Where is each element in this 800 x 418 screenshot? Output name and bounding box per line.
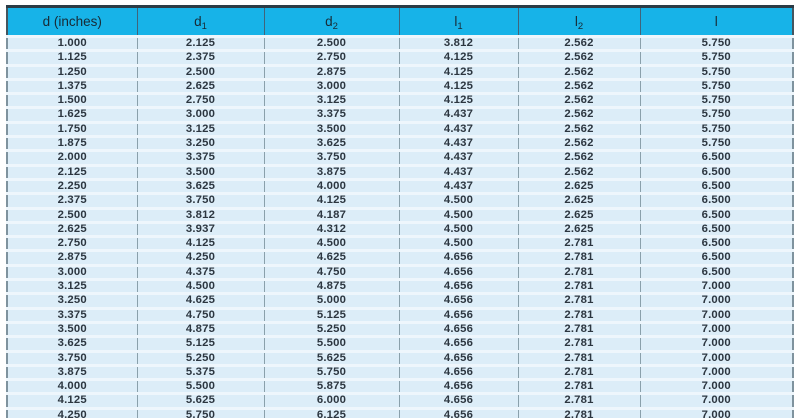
table-cell: 4.625: [137, 294, 264, 308]
table-cell: 6.000: [264, 394, 399, 408]
table-cell: 2.562: [518, 151, 640, 165]
column-header-subscript: 1: [457, 21, 463, 32]
table-cell: 2.375: [7, 194, 137, 208]
table-cell: 2.750: [7, 237, 137, 251]
table-row: [7, 51, 793, 65]
table-cell: 4.437: [399, 179, 518, 193]
table-cell: 4.125: [399, 79, 518, 93]
table-cell: 5.750: [640, 37, 793, 51]
table-cell: 6.500: [640, 165, 793, 179]
table-cell: 3.125: [264, 94, 399, 108]
table-cell: 5.625: [264, 351, 399, 365]
table-cell: 7.000: [640, 337, 793, 351]
table-row: [7, 222, 793, 236]
table-cell: 3.000: [137, 108, 264, 122]
table-cell: 7.000: [640, 280, 793, 294]
table-cell: 6.500: [640, 237, 793, 251]
table-cell: 6.500: [640, 194, 793, 208]
table-row: [7, 165, 793, 179]
column-header-subscript: 2: [577, 21, 584, 32]
header-row: [7, 7, 793, 37]
table-cell: 4.625: [264, 251, 399, 265]
table-cell: 4.000: [264, 179, 399, 193]
table-cell: 2.625: [7, 222, 137, 236]
table-cell: 2.781: [518, 294, 640, 308]
table-row: [7, 208, 793, 222]
table-cell: 5.875: [264, 380, 399, 394]
table-cell: 4.125: [264, 194, 399, 208]
table-cell: 4.750: [137, 308, 264, 322]
table-cell: 5.750: [640, 79, 793, 93]
table-cell: 4.125: [7, 394, 137, 408]
table-cell: 2.125: [137, 37, 264, 51]
table-cell: 3.375: [7, 308, 137, 322]
table-cell: 4.875: [137, 322, 264, 336]
table-cell: 5.750: [640, 137, 793, 151]
table-cell: 1.125: [7, 51, 137, 65]
table-cell: 4.656: [399, 294, 518, 308]
table-cell: 4.500: [399, 208, 518, 222]
table-row: [7, 394, 793, 408]
table-cell: 7.000: [640, 322, 793, 336]
column-header-d2: [264, 7, 399, 37]
table-cell: 4.656: [399, 337, 518, 351]
table-cell: 5.750: [640, 122, 793, 136]
table-cell: 2.562: [518, 79, 640, 93]
table-cell: 2.125: [7, 165, 137, 179]
table-cell: 7.000: [640, 380, 793, 394]
table-cell: 4.125: [399, 51, 518, 65]
table-cell: 6.500: [640, 179, 793, 193]
table-cell: 4.656: [399, 380, 518, 394]
table-cell: 7.000: [640, 351, 793, 365]
table-cell: 4.250: [137, 251, 264, 265]
column-header-label: l: [574, 14, 578, 29]
table-cell: 2.562: [518, 65, 640, 79]
table-cell: 2.250: [7, 179, 137, 193]
table-cell: 2.781: [518, 280, 640, 294]
table-cell: 2.781: [518, 237, 640, 251]
table-cell: 3.250: [137, 137, 264, 151]
table-cell: 1.875: [7, 137, 137, 151]
table-cell: 4.125: [399, 65, 518, 79]
table-cell: 3.812: [399, 37, 518, 51]
table-cell: 2.750: [264, 51, 399, 65]
table-cell: 4.500: [399, 237, 518, 251]
table-cell: 2.562: [518, 122, 640, 136]
table-row: [7, 337, 793, 351]
table-cell: 2.781: [518, 337, 640, 351]
table-cell: 4.656: [399, 351, 518, 365]
table-cell: 3.750: [137, 194, 264, 208]
table-cell: 1.250: [7, 65, 137, 79]
table-cell: 5.375: [137, 365, 264, 379]
table-cell: 4.437: [399, 165, 518, 179]
table-cell: 3.125: [7, 280, 137, 294]
table-cell: 2.625: [518, 222, 640, 236]
table-cell: 3.625: [137, 179, 264, 193]
table-body: [7, 37, 793, 418]
table-cell: 3.500: [264, 122, 399, 136]
table-cell: 4.312: [264, 222, 399, 236]
table-cell: 3.500: [7, 322, 137, 336]
table-cell: 1.375: [7, 79, 137, 93]
table-cell: 5.750: [640, 65, 793, 79]
table-cell: 5.750: [137, 408, 264, 418]
table-cell: 3.750: [7, 351, 137, 365]
table-row: [7, 108, 793, 122]
table-cell: 2.500: [137, 65, 264, 79]
table-cell: 4.656: [399, 365, 518, 379]
table-cell: 2.375: [137, 51, 264, 65]
table-cell: 3.375: [137, 151, 264, 165]
table-cell: 1.000: [7, 37, 137, 51]
table-cell: 2.500: [264, 37, 399, 51]
table-cell: 4.875: [264, 280, 399, 294]
table-cell: 7.000: [640, 365, 793, 379]
table-cell: 6.500: [640, 208, 793, 222]
table-row: [7, 351, 793, 365]
table-cell: 2.781: [518, 380, 640, 394]
table-cell: 4.750: [264, 265, 399, 279]
table-cell: 3.500: [137, 165, 264, 179]
table-cell: 6.125: [264, 408, 399, 418]
table-cell: 3.937: [137, 222, 264, 236]
table-cell: 4.656: [399, 394, 518, 408]
table-cell: 3.875: [264, 165, 399, 179]
table-cell: 4.187: [264, 208, 399, 222]
table-cell: 5.750: [264, 365, 399, 379]
table-cell: 6.500: [640, 151, 793, 165]
table-cell: 5.125: [137, 337, 264, 351]
table-cell: 4.437: [399, 122, 518, 136]
table-row: [7, 94, 793, 108]
table-cell: 4.375: [137, 265, 264, 279]
table-cell: 5.000: [264, 294, 399, 308]
column-header-d-inches: [7, 7, 137, 37]
table-cell: 2.781: [518, 265, 640, 279]
table-cell: 2.875: [7, 251, 137, 265]
table-cell: 3.875: [7, 365, 137, 379]
table-cell: 3.000: [7, 265, 137, 279]
table-row: [7, 251, 793, 265]
table-cell: 4.656: [399, 408, 518, 418]
table-cell: 2.562: [518, 108, 640, 122]
table-cell: 5.750: [640, 94, 793, 108]
table-row: [7, 365, 793, 379]
table-cell: 5.750: [640, 51, 793, 65]
table-cell: 4.656: [399, 308, 518, 322]
table-row: [7, 294, 793, 308]
table-row: [7, 408, 793, 418]
dimension-spec-table: [6, 5, 794, 418]
table-cell: 2.781: [518, 251, 640, 265]
table-cell: 4.656: [399, 251, 518, 265]
table-cell: 1.625: [7, 108, 137, 122]
table-cell: 7.000: [640, 394, 793, 408]
table-cell: 2.562: [518, 37, 640, 51]
table-cell: 2.875: [264, 65, 399, 79]
table-cell: 2.562: [518, 137, 640, 151]
column-header-label: d: [325, 14, 333, 29]
table-cell: 4.500: [399, 194, 518, 208]
table-cell: 2.781: [518, 408, 640, 418]
table-cell: 2.625: [518, 194, 640, 208]
table-cell: 1.500: [7, 94, 137, 108]
table-cell: 3.812: [137, 208, 264, 222]
column-header-label: l: [454, 14, 458, 29]
table-row: [7, 37, 793, 51]
table-cell: 3.250: [7, 294, 137, 308]
column-header-d1: [137, 7, 264, 37]
column-header-subscript: 1: [201, 21, 207, 32]
table-cell: 3.625: [264, 137, 399, 151]
table-cell: 5.500: [264, 337, 399, 351]
table-row: [7, 122, 793, 136]
table-row: [7, 308, 793, 322]
table-row: [7, 380, 793, 394]
table-cell: 2.781: [518, 308, 640, 322]
table-cell: 4.656: [399, 280, 518, 294]
table-cell: 4.250: [7, 408, 137, 418]
table-cell: 6.500: [640, 222, 793, 236]
table-cell: 2.500: [7, 208, 137, 222]
table-cell: 7.000: [640, 294, 793, 308]
table-cell: 4.437: [399, 108, 518, 122]
table-cell: 3.125: [137, 122, 264, 136]
table-row: [7, 179, 793, 193]
column-header-label: l: [714, 14, 718, 29]
table-cell: 2.781: [518, 322, 640, 336]
table-cell: 4.500: [264, 237, 399, 251]
table-cell: 2.750: [137, 94, 264, 108]
table-cell: 3.750: [264, 151, 399, 165]
table-cell: 2.562: [518, 51, 640, 65]
table-cell: 4.125: [137, 237, 264, 251]
table-cell: 2.781: [518, 394, 640, 408]
table-row: [7, 322, 793, 336]
table-cell: 5.625: [137, 394, 264, 408]
column-header-label: d: [194, 14, 202, 29]
table-row: [7, 194, 793, 208]
table-cell: 4.656: [399, 265, 518, 279]
table-row: [7, 79, 793, 93]
table-row: [7, 265, 793, 279]
table-cell: 5.125: [264, 308, 399, 322]
table-cell: 4.437: [399, 137, 518, 151]
table-cell: 2.625: [137, 79, 264, 93]
table-row: [7, 65, 793, 79]
table-row: [7, 237, 793, 251]
table-cell: 3.000: [264, 79, 399, 93]
table-cell: 2.562: [518, 94, 640, 108]
table-cell: 2.000: [7, 151, 137, 165]
table-cell: 4.500: [399, 222, 518, 236]
table-cell: 3.625: [7, 337, 137, 351]
table-cell: 4.125: [399, 94, 518, 108]
table-header: [7, 7, 793, 37]
table-row: [7, 280, 793, 294]
table-cell: 4.656: [399, 322, 518, 336]
table-cell: 2.781: [518, 365, 640, 379]
table-cell: 2.781: [518, 351, 640, 365]
table-cell: 5.250: [137, 351, 264, 365]
table-cell: 2.562: [518, 165, 640, 179]
table-cell: 5.500: [137, 380, 264, 394]
column-header-l: [640, 7, 793, 37]
column-header-label: d (inches): [42, 14, 102, 29]
table-cell: 3.375: [264, 108, 399, 122]
table-row: [7, 137, 793, 151]
table-cell: 2.625: [518, 179, 640, 193]
table-cell: 5.250: [264, 322, 399, 336]
table-cell: 6.500: [640, 251, 793, 265]
column-header-subscript: 2: [332, 21, 338, 32]
table-cell: 4.000: [7, 380, 137, 394]
table-cell: 6.500: [640, 265, 793, 279]
table-cell: 1.750: [7, 122, 137, 136]
column-header-l1: [399, 7, 518, 37]
column-header-l2: [518, 7, 640, 37]
table-cell: 2.625: [518, 208, 640, 222]
table-cell: 5.750: [640, 108, 793, 122]
table-cell: 4.437: [399, 151, 518, 165]
table-cell: 7.000: [640, 408, 793, 418]
table-cell: 4.500: [137, 280, 264, 294]
table-row: [7, 151, 793, 165]
table-cell: 7.000: [640, 308, 793, 322]
